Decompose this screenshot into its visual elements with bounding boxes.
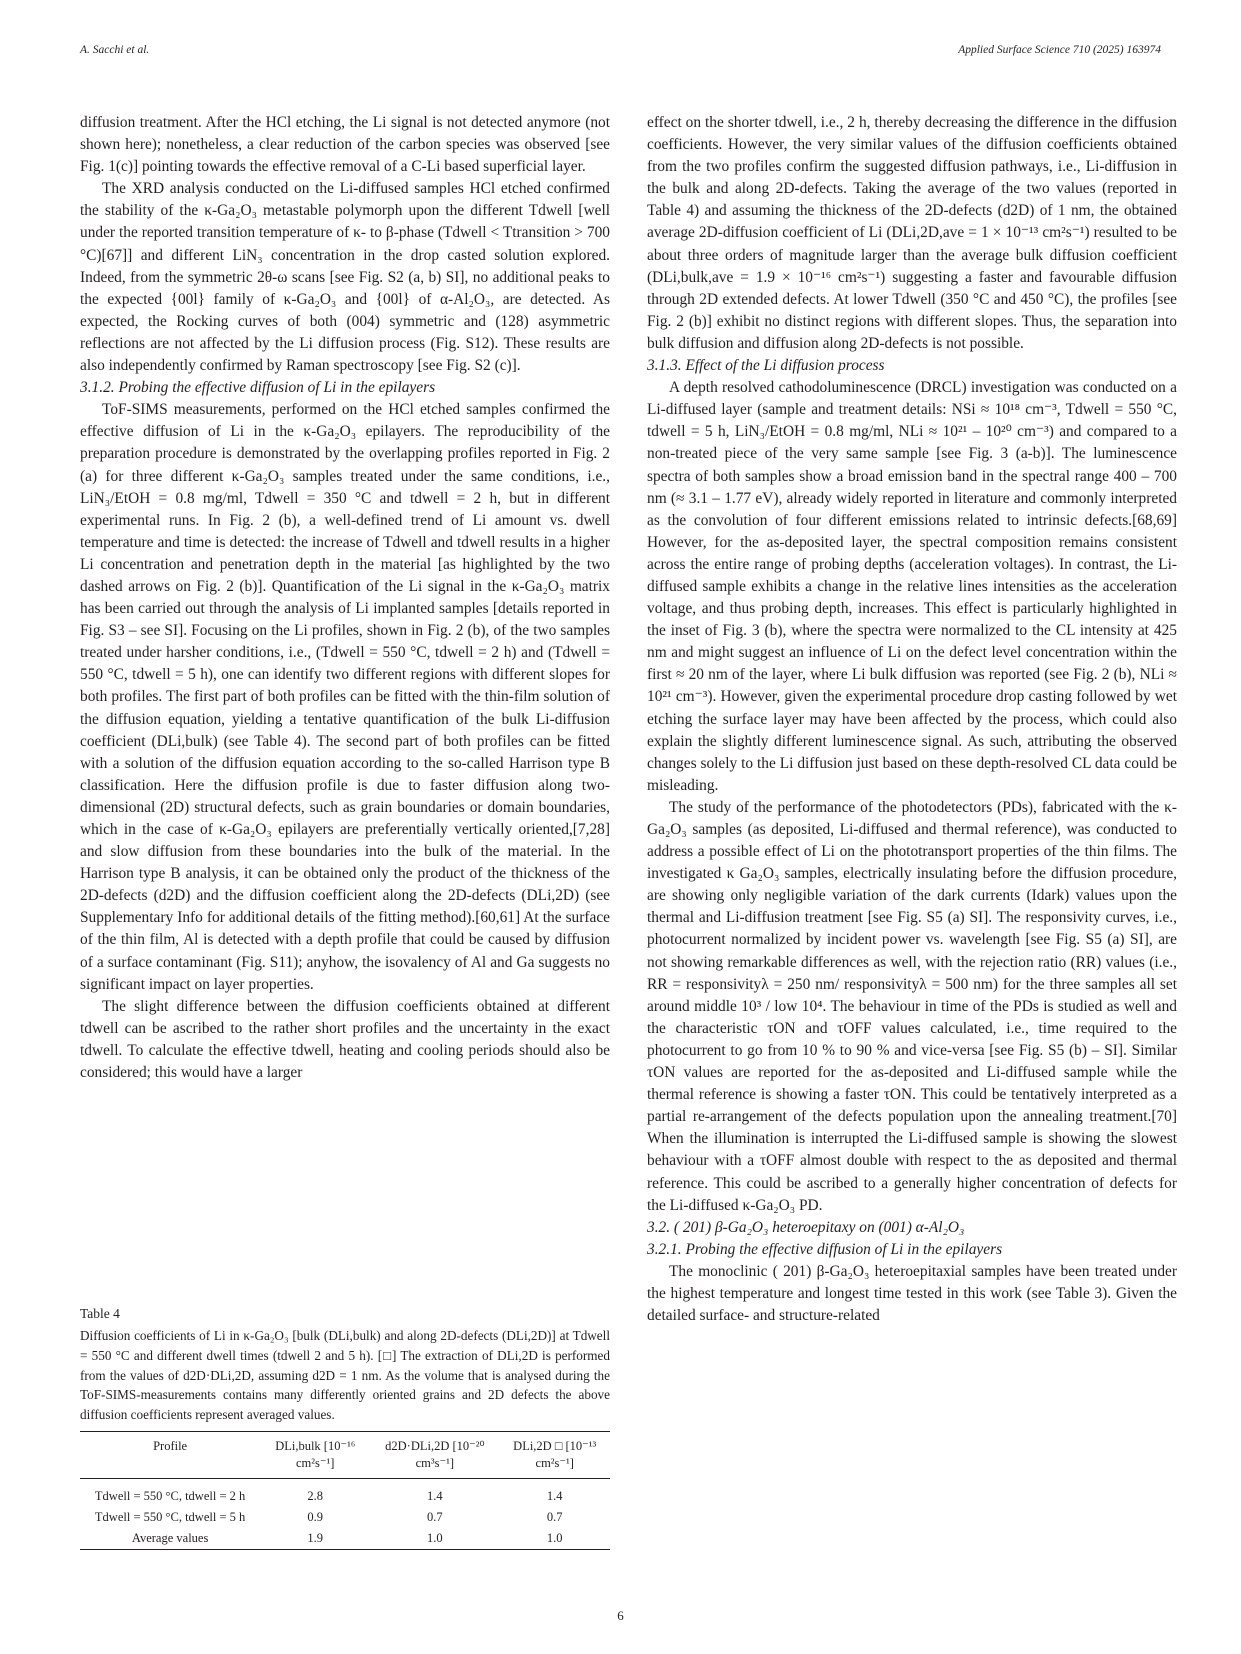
table-row	[80, 1507, 610, 1528]
paragraph: A depth resolved cathodoluminescence (DRCL) investigation was conducted on a Li-diffused layer (sample and treatment details: NSi ≈ 10¹⁸ cm⁻³, Tdwell = 550 °C, tdwell = 5 h, LiN₃/EtOH = 0.8 mg/ml, NLi ≈ 10²¹ – 10²⁰ cm⁻³) and compared to a non-treated piece of the very same sample [see Fig. 3 (a-b)]. The luminescence spectra of both samples show a broad emission band in the spectral range 400 – 700 nm (≈ 3.1 – 1.77 eV), already widely reported in literature and commonly interpreted as the convolution of four different emissions related to intrinsic defects.[68,69] However, for the as-deposited layer, the spectral composition remains consistent across the entire range of probing depths (acceleration voltages). In contrast, the Li-diffused sample exhibits a change in the relative lines intensities as the acceleration voltage, and thus probing depth, increases. This effect is particularly highlighted in the inset of Fig. 3 (b), where the spectra were normalized to the CL intensity at 425 nm and might suggest an influence of Li on the defect level concentration within the first ≈ 20 nm of the layer, where Li bulk diffusion was reported (see Fig. 2 (b), NLi ≈ 10²¹ cm⁻³). However, given the experimental procedure drop casting followed by wet etching the surface layer may have been affected by the process, which could also explain the slightly different luminescence signal. As such, attributing the observed changes solely to the Li diffusion just based on these depth-resolved CL data could be misleading.	[647, 379, 1177, 794]
section-heading-3-2-1: 3.2.1. Probing the effective diffusion of Li in the epilayers	[647, 1240, 1003, 1258]
paragraph: effect on the shorter tdwell, i.e., 2 h, thereby decreasing the difference in the diffusion coefficients. However, the very similar values of the diffusion coefficients obtained from the two profiles confirm the suggested diffusion pathways, i.e., Li-diffusion in the bulk and along 2D-defects. Taking the average of the two values (reported in Table 4) and assuming the thickness of the 2D-defects (d2D) of 1 nm, the obtained average 2D-diffusion coefficient of Li (DLi,2D,ave = 1 × 10⁻¹³ cm²s⁻¹) resulted to be about three orders of magnitude larger than the average bulk diffusion coefficient (DLi,bulk,ave = 1.9 × 10⁻¹⁶ cm²s⁻¹) suggesting a faster and favourable diffusion through 2D extended defects. At lower Tdwell (350 °C and 450 °C), the profiles [see Fig. 2 (b)] exhibit no distinct regions with different slopes. Thus, the separation into bulk diffusion and diffusion along 2D-defects is not possible.	[647, 114, 1177, 352]
table-cell: Tdwell = 550 °C, tdwell = 5 h	[94, 1509, 246, 1524]
table-title: Table 4	[80, 1306, 120, 1321]
section-heading-3-1-3: 3.1.3. Effect of the Li diffusion process	[647, 357, 885, 375]
header-cell: d2D·DLi,2D [10⁻²⁰ cm³s⁻¹]	[385, 1438, 485, 1470]
header-cell: DLi,bulk [10⁻¹⁶ cm²s⁻¹]	[275, 1438, 356, 1470]
table-row	[80, 1528, 610, 1550]
left-column	[80, 112, 610, 1084]
paragraph: The XRD analysis conducted on the Li-diffused samples HCl etched confirmed the stability of the κ-Ga₂O₃ metastable polymorph upon the different Tdwell [well under the reported transition temperature of κ- to β-phase (Tdwell < Ttransition > 700 °C)[67]] and different LiN₃ concentration in the drop casted solution explored. Indeed, from the symmetric 2θ-ω scans [see Fig. S2 (a, b) SI], no additional peaks to the expected {00l} family of κ-Ga₂O₃ and {00l} of α-Al₂O₃, are detected. As expected, the Rocking curves of both (004) symmetric and (128) asymmetric reflections are not affected by the Li diffusion process (Fig. S12). These results are also independently confirmed by Raman spectroscopy [see Fig. S2 (c)].	[80, 180, 610, 375]
table-cell: Tdwell = 550 °C, tdwell = 2 h	[94, 1488, 246, 1503]
diffusion-table	[80, 1431, 610, 1550]
paragraph: The study of the performance of the photodetectors (PDs), fabricated with the κ-Ga₂O₃ samples (as deposited, Li-diffused and thermal reference), was conducted to address a possible effect of Li on the phototransport properties of the thin films. The investigated κ Ga₂O₃ samples, electrically insulating before the diffusion procedure, are showing only negligible variation of the dark currents (Idark) values upon the thermal and Li-diffusion treatment [see Fig. S5 (a) SI]. The responsivity curves, i.e., photocurrent normalized by incident power vs. wavelength [see Fig. S5 (a) SI], are not showing remarkable differences as well, with the rejection ratio (RR) values (i.e., RR = responsivityλ = 250 nm/ responsivityλ = 500 nm) for the three samples all set around middle 10³ / low 10⁴. The behaviour in time of the PDs is studied as well and the characteristic τON and τOFF values calculated, i.e., time required to the photocurrent to go from 10 % to 90 % and vice-versa [see Fig. S5 (b) – SI]. Similar τON values are reported for the as-deposited and Li-diffused sample while the thermal reference is showing a faster τON. This could be tentatively interpreted as a partial re-arrangement of the defects population upon the annealing treatment.[70] When the illumination is interrupted the Li-diffused sample is showing the slowest behaviour with a τOFF almost double with respect to the as deposited and thermal reference. This could be ascribed to a generally higher concentration of defects for the Li-diffused κ-Ga₂O₃ PD.	[647, 798, 1177, 1214]
right-column	[647, 112, 1177, 1327]
table-cell: 1.4	[427, 1488, 443, 1503]
section-heading-3-2: 3.2. ( 201) β-Ga₂O₃ heteroepitaxy on (001) α-Al₂O₃	[647, 1218, 965, 1236]
table-cell: 1.0	[427, 1530, 443, 1545]
running-header-authors: A. Sacchi et al.	[80, 44, 150, 56]
section-heading-3-1-2: 3.1.2. Probing the effective diffusion of Li in the epilayers	[80, 379, 436, 397]
table-cell: 1.0	[546, 1530, 563, 1545]
paragraph: The slight difference between the diffusion coefficients obtained at different tdwell can be ascribed to the rather short profiles and the uncertainty in the exact tdwell. To calculate the effective tdwell, heating and cooling periods should also be considered; this would have a larger	[80, 997, 610, 1082]
table-cell: 0.7	[546, 1509, 563, 1524]
table-caption: Diffusion coefficients of Li in κ-Ga₂O₃ [bulk (DLi,bulk) and along 2D-defects (DLi,2D)] at Tdwell = 550 °C and different dwell times (tdwell 2 and 5 h). [□] The extraction of DLi,2D is performed from the values of d2D·DLi,2D, assuming d2D = 1 nm. As the volume that is analysed during the ToF-SIMS-measurements contains many differently oriented grains and 2D defects the above diffusion coefficients represent averaged values.	[80, 1328, 610, 1423]
table-cell: 0.9	[307, 1509, 323, 1524]
table-row	[80, 1478, 610, 1507]
running-header-journal: Applied Surface Science 710 (2025) 163974	[958, 44, 1161, 56]
table-cell: Average values	[131, 1530, 209, 1545]
paragraph: The monoclinic ( 201) β-Ga₂O₃ heteroepitaxial samples have been treated under the highest temperature and longest time tested in this work (see Table 3). Given the detailed surface- and structure-related	[647, 1262, 1177, 1325]
paragraph: diffusion treatment. After the HCl etching, the Li signal is not detected anymore (not shown here); nonetheless, a clear reduction of the carbon species was observed [see Fig. 1(c)] pointing towards the effective removal of a C-Li based superficial layer.	[80, 114, 610, 176]
header-cell: DLi,2D □ [10⁻¹³ cm²s⁻¹]	[513, 1438, 597, 1470]
table-cell: 1.9	[307, 1530, 323, 1545]
table-4	[80, 1306, 610, 1550]
table-cell: 1.4	[546, 1488, 563, 1503]
table-header-row	[80, 1431, 610, 1478]
page-number: 6	[617, 1608, 624, 1623]
table-cell: 2.8	[307, 1488, 323, 1503]
header-cell: Profile	[153, 1438, 188, 1453]
paragraph: ToF-SIMS measurements, performed on the HCl etched samples confirmed the effective diffusion of Li in the κ-Ga₂O₃ epilayers. The reproducibility of the preparation procedure is demonstrated by the overlapping profiles reported in Fig. 2 (a) for three different κ-Ga₂O₃ samples treated under the same conditions, i.e., LiN₃/EtOH = 0.8 mg/ml, Tdwell = 350 °C and tdwell = 2 h, but in different experimental runs. In Fig. 2 (b), a well-defined trend of Li amount vs. dwell temperature and time is detected: the increase of Tdwell and tdwell results in a higher Li concentration and penetration depth in the material [as highlighted by the two dashed arrows on Fig. 2 (b)]. Quantification of the Li signal in the κ-Ga₂O₃ matrix has been carried out through the analysis of Li implanted samples [details reported in Fig. S3 – see SI]. Focusing on the Li profiles, shown in Fig. 2 (b), of the two samples treated under harsher conditions, i.e., (Tdwell = 550 °C, tdwell = 2 h) and (Tdwell = 550 °C, tdwell = 5 h), one can identify two different regions with different slopes for both profiles. The first part of both profiles can be fitted with the thin-film solution of the diffusion equation, yielding a tentative quantification of the bulk Li-diffusion coefficient (DLi,bulk) (see Table 4). The second part of both profiles can be fitted with a solution of the diffusion equation according to the so-called Harrison type B classification. Here the diffusion profile is due to faster diffusion along two-dimensional (2D) structural defects, such as grain boundaries or domain boundaries, which in the case of κ-Ga₂O₃ epilayers are preferentially vertically oriented,[7,28] and slow diffusion from these boundaries into the bulk of the material. In the Harrison type B analysis, it can be obtained only the product of the thickness of the 2D-defects (d2D) and the diffusion coefficient along the 2D-defects (DLi,2D) (see Supplementary Info for additional details of the fitting method).[60,61] At the surface of the thin film, Al is detected with a depth profile that could be caused by diffusion of a surface contaminant (Fig. S11); anyhow, the isovalency of Al and Ga suggests no significant impact on layer properties.	[80, 401, 610, 993]
table-cell: 0.7	[427, 1509, 443, 1524]
